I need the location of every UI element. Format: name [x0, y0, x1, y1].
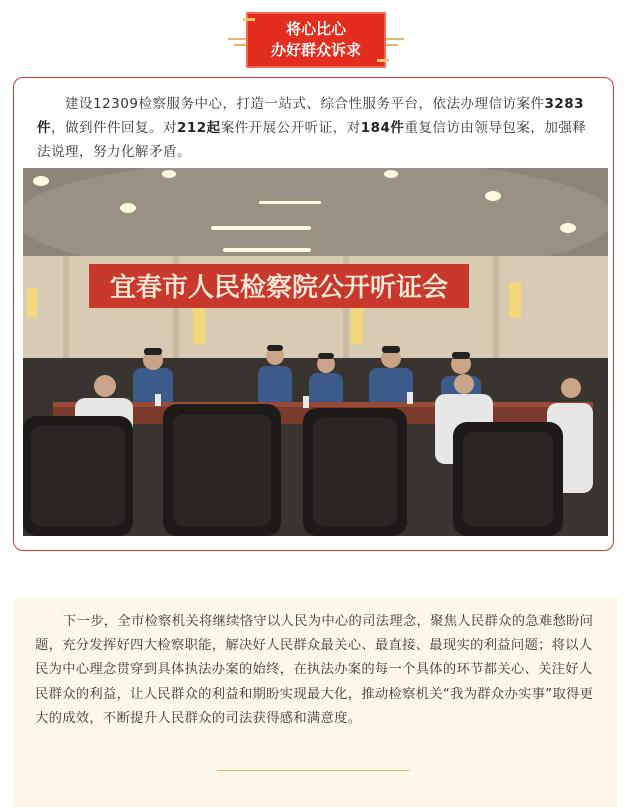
header-ornament-line	[386, 44, 398, 46]
card-text-segment: 建设12309检察服务中心，打造一站式、综合性服务平台，依法办理信访案件	[65, 96, 545, 112]
content-card	[13, 77, 614, 551]
highlight-number: 212起	[177, 120, 221, 136]
header-banner	[246, 12, 386, 68]
hearing-photo	[23, 168, 608, 536]
card-text-segment: 重复信访由领导包案，加强释法说理，努力化解矛盾。	[37, 120, 587, 160]
hearing-banner-text: 宜春市人民检察院公开听证会	[109, 273, 449, 303]
card-paragraph	[37, 92, 593, 164]
card-text-segment: 案件开展公开听证，对	[220, 120, 361, 136]
section-header	[0, 0, 629, 72]
header-title-line2: 办好群众诉求	[270, 41, 361, 59]
closing-section	[13, 598, 618, 807]
banner-corner-accent	[243, 18, 255, 21]
header-title-line1: 将心比心	[285, 20, 346, 38]
card-text-segment: ，做到件件回复。对	[51, 120, 177, 136]
header-ornament-line	[234, 44, 246, 46]
highlight-number: 3283件	[37, 96, 585, 136]
section-divider	[217, 770, 409, 771]
highlight-number: 184件	[360, 120, 405, 136]
header-ornament-line	[228, 38, 246, 40]
banner-corner-accent	[377, 59, 389, 62]
header-ornament-line	[386, 38, 404, 40]
closing-paragraph: 下一步，全市检察机关将继续恪守以人民为中心的司法理念，聚焦人民群众的急难愁盼问题，充分发挥好四大检察职能，解决好人民群众最关心、最直接、最现实的利益问题；将以人民为中心理念贯穿到具体执法办案的始终，在执法办案的每一个具体的环节都关心、关注好人民群众的利益，让人民群众的利益和期盼实现最大化，推动检察机关“我为群众办实事”取得更大的成效，不断提升人民群众的司法获得感和满意度。	[35, 614, 594, 726]
